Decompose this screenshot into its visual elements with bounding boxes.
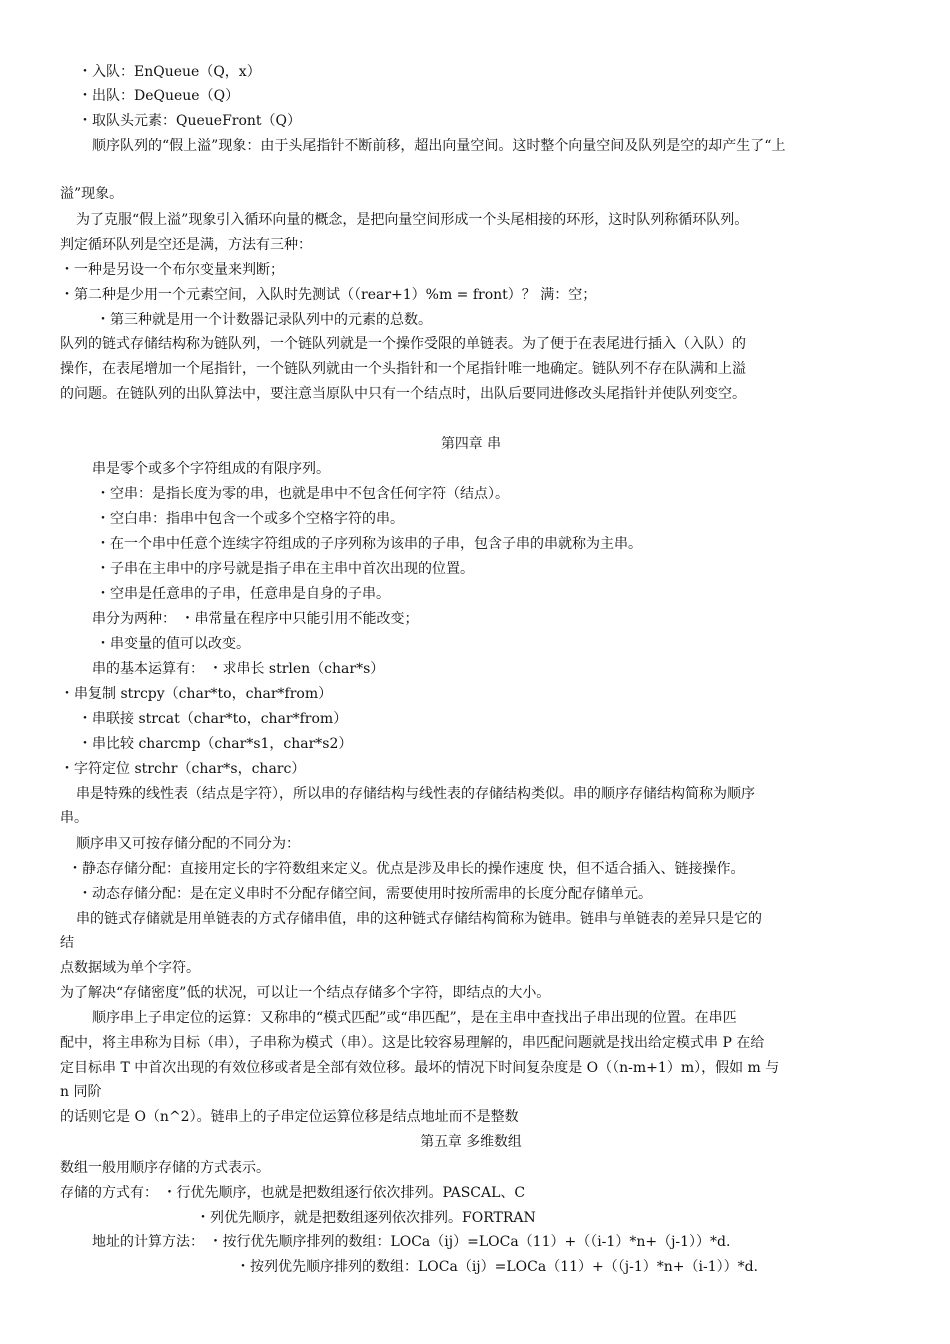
text-line: ・空白串：指串中包含一个或多个空格字符的串。	[96, 511, 404, 527]
text-line: n 同阶	[60, 1084, 102, 1100]
text-line: 配中，将主串称为目标（串），子串称为模式（串）。这是比较容易理解的，串匹配问题就是找出给定模式串 P 在给	[60, 1035, 765, 1051]
text-line: 操作，在表尾增加一个尾指针，一个链队列就由一个头指针和一个尾指针唯一地确定。链队列不存在队满和上溢	[60, 361, 746, 377]
text-line: 结	[60, 935, 74, 951]
chapter-heading: 第五章 多维数组	[420, 1134, 522, 1150]
text-line: 串分为两种： ・串常量在程序中只能引用不能改变；	[92, 611, 419, 627]
text-line: ・空串：是指长度为零的串，也就是串中不包含任何字符（结点）。	[96, 486, 509, 502]
text-line: 串的链式存储就是用单链表的方式存储串值，串的这种链式存储结构简称为链串。链串与单链表的差异只是它的	[76, 911, 762, 927]
text-line: ・串复制 strcpy（char*to，char*from）	[60, 686, 333, 702]
text-line: ・列优先顺序，就是把数组逐列依次排列。FORTRAN	[196, 1210, 536, 1226]
text-line: ・出队：DeQueue（Q）	[78, 88, 240, 104]
text-line: ・串联接 strcat（char*to，char*from）	[78, 711, 348, 727]
text-line: ・第二种是少用一个元素空间，入队时先测试（（rear+1）%m = front）？ 满：空；	[60, 287, 597, 303]
text-line: ・按列优先顺序排列的数组：LOCa（ij）=LOCa（11）+（（j-1）*n+（i-1））*d.	[236, 1259, 759, 1275]
text-line: 顺序队列的“假上溢”现象：由于头尾指针不断前移，超出向量空间。这时整个向量空间及队列是空的却产生了“上	[92, 138, 786, 154]
text-line: 的问题。在链队列的出队算法中，要注意当原队中只有一个结点时，出队后要同进修改头尾指针并使队列变空。	[60, 386, 746, 402]
text-line: 串是特殊的线性表（结点是字符），所以串的存储结构与线性表的存储结构类似。串的顺序存储结构简称为顺序	[76, 786, 755, 802]
text-line: ・子串在主串中的序号就是指子串在主串中首次出现的位置。	[96, 561, 474, 577]
text-line: 的话则它是 O（n^2）。链串上的子串定位运算位移是结点地址而不是整数	[60, 1109, 519, 1125]
text-line: ・字符定位 strchr（char*s，charc）	[60, 761, 306, 777]
text-line: 为了解决“存储密度”低的状况，可以让一个结点存储多个字符，即结点的大小。	[60, 985, 551, 1001]
text-line: ・一种是另设一个布尔变量来判断；	[60, 262, 284, 278]
text-line: 串的基本运算有： ・求串长 strlen（char*s）	[92, 661, 385, 677]
text-line: ・第三种就是用一个计数器记录队列中的元素的总数。	[96, 312, 432, 328]
text-line: ・静态存储分配：直接用定长的字符数组来定义。优点是涉及串长的操作速度 快，但不适合插入、链接操作。	[68, 861, 745, 877]
text-line: 判定循环队列是空还是满，方法有三种：	[60, 237, 312, 253]
text-line: 溢”现象。	[60, 186, 124, 202]
text-line: 点数据域为单个字符。	[60, 960, 200, 976]
text-line: 定目标串 T 中首次出现的有效位移或者是全部有效位移。最坏的情况下时间复杂度是 O（（n-m+1）m），假如 m 与	[60, 1060, 780, 1076]
text-line: ・串变量的值可以改变。	[96, 636, 250, 652]
chapter-heading: 第四章 串	[441, 436, 501, 452]
text-line: ・在一个串中任意个连续字符组成的子序列称为该串的子串，包含子串的串就称为主串。	[96, 536, 642, 552]
text-line: 数组一般用顺序存储的方式表示。	[60, 1160, 270, 1176]
text-line: 串是零个或多个字符组成的有限序列。	[92, 461, 330, 477]
text-line: ・空串是任意串的子串，任意串是自身的子串。	[96, 586, 390, 602]
text-line: ・动态存储分配：是在定义串时不分配存储空间，需要使用时按所需串的长度分配存储单元。	[78, 886, 652, 902]
text-line: 存储的方式有： ・行优先顺序，也就是把数组逐行依次排列。PASCAL、C	[60, 1185, 526, 1201]
text-line: ・取队头元素：QueueFront（Q）	[78, 113, 302, 129]
text-line: 队列的链式存储结构称为链队列，一个链队列就是一个操作受限的单链表。为了便于在表尾进行插入（入队）的	[60, 336, 746, 352]
text-line: 串。	[60, 810, 88, 826]
text-line: ・入队：EnQueue（Q，x）	[78, 64, 261, 80]
text-line: 为了克服“假上溢”现象引入循环向量的概念，是把向量空间形成一个头尾相接的环形，这时队列称循环队列。	[76, 212, 749, 228]
text-line: 顺序串又可按存储分配的不同分为：	[76, 836, 300, 852]
text-line: 顺序串上子串定位的运算：又称串的“模式匹配”或“串匹配”，是在主串中查找出子串出现的位置。在串匹	[92, 1010, 737, 1026]
text-line: ・串比较 charcmp（char*s1，char*s2）	[78, 736, 353, 752]
text-line: 地址的计算方法： ・按行优先顺序排列的数组：LOCa（ij）=LOCa（11）+（（i-1）*n+（j-1））*d.	[92, 1234, 731, 1250]
